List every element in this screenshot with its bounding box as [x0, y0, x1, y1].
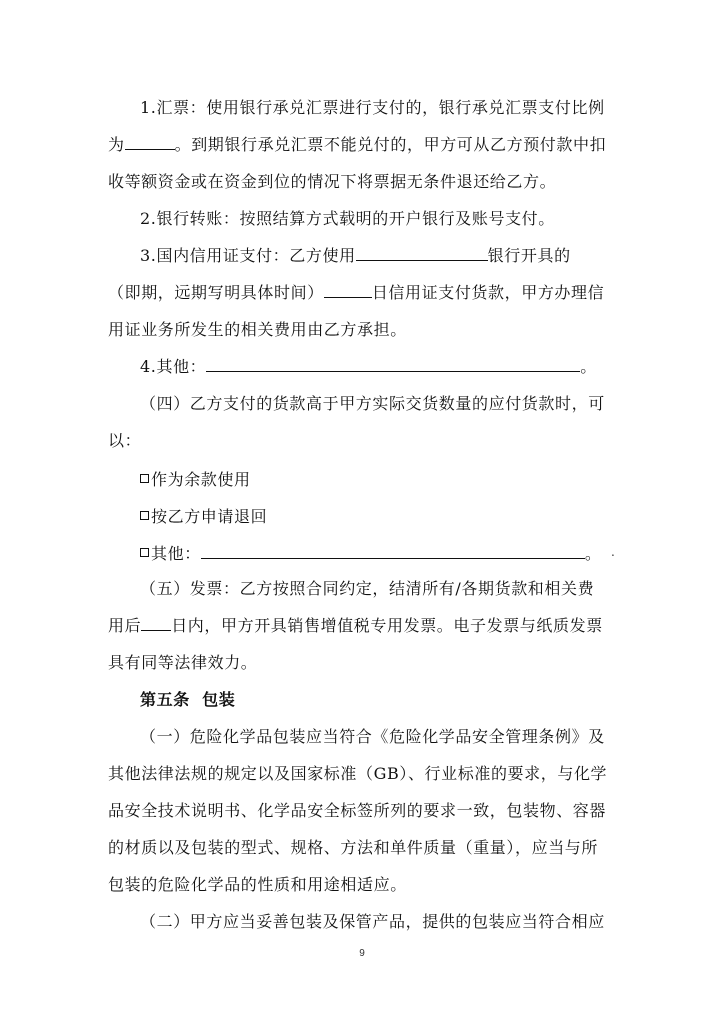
- clause-packaging-text: 包装的危险化学品的性质和用途相适应。: [108, 875, 407, 894]
- clause-other-period: 。: [580, 357, 597, 376]
- option-refund-label: 按乙方申请退回: [151, 507, 268, 526]
- clause-credit-line-3: [108, 311, 407, 348]
- section-heading-packaging: [140, 681, 235, 718]
- option-other-period: 。: [584, 544, 602, 563]
- clause-packaging-text: 品安全技术说明书、化学品安全标签所列的要求一致，包装物、容器: [108, 801, 607, 820]
- option-other[interactable]: [140, 535, 601, 572]
- clause-draft-text-end: 收等额资金或在资金到位的情况下将票据无条件退还给乙方。: [108, 172, 557, 191]
- clause-invoice-suffix: 日内，甲方开具销售增值税专用发票。电子发票与纸质发票: [171, 616, 603, 635]
- clause-overpayment-line-1: [140, 385, 605, 422]
- clause-credit-term: （即期，远期写明具体时间）: [108, 283, 324, 302]
- clause-draft-line-1: [140, 89, 605, 126]
- credit-days-blank[interactable]: [324, 279, 372, 298]
- clause-packaging-text: （一）危险化学品包装应当符合《危险化学品安全管理条例》及: [140, 727, 605, 746]
- clause-packaging-line-1: [140, 718, 605, 755]
- other-payment-blank[interactable]: [206, 353, 580, 372]
- clause-draft-line-3: [108, 163, 556, 200]
- clause-overpayment-text-end: 以：: [108, 431, 142, 450]
- checkbox-icon[interactable]: [140, 548, 149, 557]
- page-number: 9: [359, 948, 365, 959]
- clause-invoice-text: （五）发票：乙方按照合同约定，结清所有/各期货款和相关费: [140, 579, 595, 598]
- clause-invoice-line-1: [140, 570, 594, 607]
- option-balance-label: 作为余款使用: [151, 470, 251, 489]
- checkbox-icon[interactable]: [140, 511, 149, 520]
- clause-draft-suffix: 。到期银行承兑汇票不能兑付的，甲方可从乙方预付款中扣: [174, 135, 607, 154]
- invoice-days-blank[interactable]: [141, 612, 171, 631]
- stray-dot: .: [611, 545, 615, 559]
- clause-credit-prefix: 3.国内信用证支付：乙方使用: [140, 246, 356, 265]
- section-heading-text: 第五条 包装: [140, 690, 236, 709]
- clause-packaging-line-2: [108, 755, 607, 792]
- clause-credit-text-end: 用证业务所发生的相关费用由乙方承担。: [108, 320, 407, 339]
- option-refund[interactable]: [140, 498, 267, 535]
- draft-ratio-blank[interactable]: [125, 131, 175, 150]
- clause-draft-line-2: [108, 126, 606, 163]
- clause-other: [140, 348, 597, 385]
- clause-overpayment-line-2: [108, 422, 141, 459]
- clause-credit-text: 日信用证支付货款，甲方办理信: [371, 283, 605, 302]
- clause-other-label: 4.其他：: [140, 357, 207, 376]
- clause-packaging-2-text: （二）甲方应当妥善包装及保管产品，提供的包装应当符合相应: [140, 912, 605, 931]
- clause-packaging-line-5: [108, 866, 407, 903]
- clause-overpayment-text: （四）乙方支付的货款高于甲方实际交货数量的应付货款时，可: [140, 394, 605, 413]
- clause-credit-suffix: 银行开具的: [487, 246, 571, 265]
- clause-packaging-text: 其他法律法规的规定以及国家标准（GB）、行业标准的要求，与化学: [108, 764, 608, 783]
- clause-packaging-line-3: [108, 792, 606, 829]
- clause-bank-transfer-text: 2.银行转账：按照结算方式载明的开户银行及账号支付。: [140, 209, 555, 228]
- option-other-blank[interactable]: [201, 540, 585, 559]
- clause-packaging-2-line-1: [140, 903, 605, 940]
- clause-invoice-line-3: [108, 644, 257, 681]
- clause-invoice-prefix: 用后: [108, 616, 142, 635]
- clause-credit-line-2: [108, 274, 604, 311]
- clause-draft-text: 1.汇票：使用银行承兑汇票进行支付的，银行承兑汇票支付比例: [140, 98, 605, 117]
- clause-invoice-line-2: [108, 607, 603, 644]
- option-balance[interactable]: [140, 461, 251, 498]
- checkbox-icon[interactable]: [140, 474, 149, 483]
- option-other-label: 其他：: [151, 544, 201, 563]
- issuing-bank-blank[interactable]: [356, 242, 488, 261]
- clause-credit-line-1: [140, 237, 571, 274]
- clause-packaging-line-4: [108, 829, 598, 866]
- clause-packaging-text: 的材质以及包装的型式、规格、方法和单件质量（重量），应当与所: [108, 838, 599, 857]
- clause-draft-prefix: 为: [108, 135, 125, 154]
- clause-bank-transfer: [140, 200, 555, 237]
- clause-invoice-text-end: 具有同等法律效力。: [108, 653, 258, 672]
